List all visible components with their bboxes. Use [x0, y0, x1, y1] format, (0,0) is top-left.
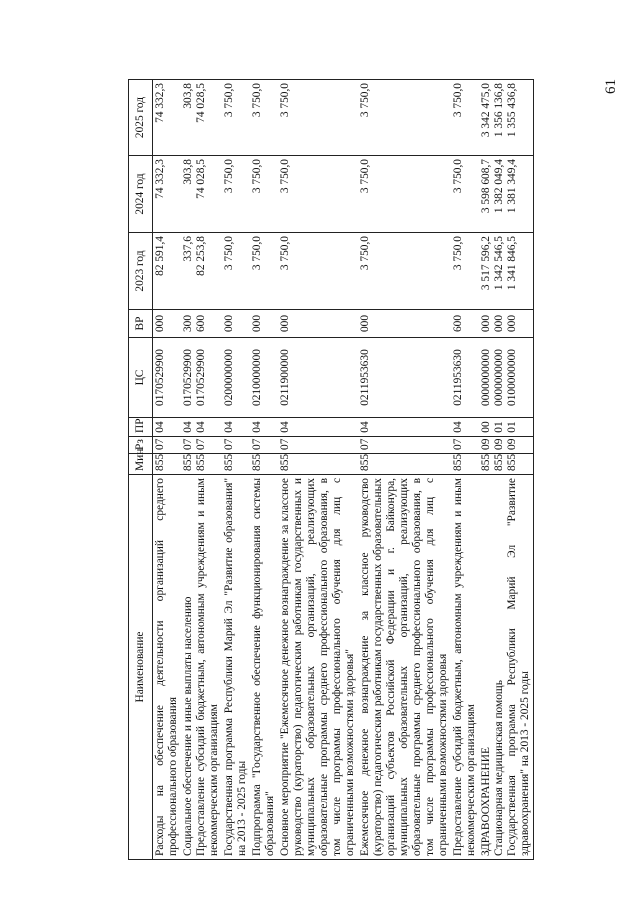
cell-vr-value: 600	[452, 314, 464, 333]
cell-2024	[278, 156, 358, 233]
cell-pr	[451, 418, 479, 437]
cell-cs-value: 0211953630	[359, 349, 371, 406]
cell-rz	[278, 437, 358, 454]
cell-vr	[451, 310, 479, 338]
cell-2023	[358, 233, 451, 310]
cell-cs-value: 0170529900	[154, 349, 166, 406]
cell-rz-value: 07	[279, 438, 291, 450]
cell-2024	[358, 156, 451, 233]
cell-cs-value: 0210000000	[251, 349, 263, 406]
cell-min-value: 855	[251, 453, 263, 471]
cell-2025-value: 3 750,0	[223, 83, 235, 118]
table-row	[250, 80, 278, 860]
cell-2024	[479, 156, 534, 233]
cell-2023	[153, 233, 182, 310]
cell-2025	[451, 80, 479, 156]
cell-vr-value: 000	[359, 314, 371, 333]
cell-cs	[222, 338, 250, 418]
cell-name	[451, 475, 479, 860]
cell-2025	[358, 80, 451, 156]
cell-rz-value: 07	[251, 438, 263, 450]
cell-2024-value: 3 750,0	[279, 159, 291, 194]
cell-2024	[181, 156, 222, 233]
cell-cs	[451, 338, 479, 418]
col-header: ВР	[129, 310, 153, 338]
cell-2025	[181, 80, 222, 156]
cell-min-value: 855	[493, 453, 505, 471]
cell-min	[222, 454, 250, 475]
cell-2025	[222, 80, 250, 156]
cell-vr-value: 000	[279, 314, 291, 333]
cell-2024-value: 3 750,0	[452, 159, 464, 194]
cell-pr-value: 04	[279, 421, 291, 433]
cell-rz	[479, 437, 534, 454]
cell-min-value: 855	[182, 453, 194, 471]
cell-2023-value: 3 517 596,2	[480, 236, 492, 291]
cell-name-text: Ежемесячное денежное вознаграждение за классное руководство (кураторство) педагогическим работникам государственных образовательных организаций субъектов Российской Федерации и г. Байконура, муниципальных образовательных организаций, реализующих образовательные программы среднего профессионального образования, в том числе программы профессионального обучения для лиц с ограниченными возможностями здоровья	[359, 478, 449, 856]
cell-vr-value: 600	[195, 314, 207, 333]
cell-name-text: Социальное обеспечение и иные выплаты населению	[182, 596, 194, 856]
cell-vr-value: 000	[480, 314, 492, 333]
cell-rz	[451, 437, 479, 454]
cell-2025-value: 3 750,0	[251, 83, 263, 118]
table-row	[181, 80, 222, 860]
cell-name-text: ЗДРАВООХРАНЕНИЕ	[480, 747, 492, 856]
cell-2023-value: 1 341 846,5	[506, 236, 518, 291]
cell-name	[181, 475, 222, 860]
cell-2024-value: 74 028,5	[195, 159, 207, 199]
cell-pr	[222, 418, 250, 437]
cell-2023-value: 3 750,0	[251, 236, 263, 271]
cell-cs-value: 0000000000	[480, 349, 492, 406]
cell-rz	[181, 437, 222, 454]
cell-2024-value: 3 598 608,7	[480, 159, 492, 214]
cell-vr-value: 000	[506, 314, 518, 333]
cell-name-text: Государственная программа Республики Марий Эл "Развитие образования" на 2013 - 2025 годы	[223, 478, 248, 856]
cell-cs	[358, 338, 451, 418]
cell-name-text: Подпрограмма "Государственное обеспечение функционирования системы образования"	[251, 478, 276, 856]
cell-cs-value: 0000000000	[493, 349, 505, 406]
cell-pr-value: 01	[493, 421, 505, 433]
cell-2024	[451, 156, 479, 233]
cell-vr-value: 000	[223, 314, 235, 333]
cell-2025	[250, 80, 278, 156]
table-header	[129, 80, 153, 860]
cell-rz-value: 07	[182, 438, 194, 450]
col-header: 2025 год	[129, 80, 153, 156]
cell-2023-value: 337,6	[182, 236, 194, 262]
table-row	[479, 80, 534, 860]
cell-2023-value: 82 253,8	[195, 236, 207, 276]
cell-pr-value: 04	[359, 421, 371, 433]
cell-min	[451, 454, 479, 475]
cell-rz	[153, 437, 182, 454]
cell-name-text: Государственная программа Республики Марий Эл "Развитие здравоохранения" на 2013 - 2025 годы	[506, 478, 531, 856]
table-row	[451, 80, 479, 860]
cell-name	[222, 475, 250, 860]
cell-2025	[479, 80, 534, 156]
cell-pr-value: 01	[506, 421, 518, 433]
cell-cs	[181, 338, 222, 418]
cell-2024-value: 3 750,0	[359, 159, 371, 194]
cell-name-text: Основное мероприятие "Ежемесячное денежное вознаграждение за классное руководство (кураторство) педагогическим работникам государственных и муниципальных образовательных организаций, реализующих образовательные программы среднего профессионального образования, в том числе программы профессионального обучения для лиц с ограниченными возможностями здоровья"	[279, 478, 356, 856]
cell-pr	[250, 418, 278, 437]
cell-cs	[479, 338, 534, 418]
cell-2025-value: 74 332,3	[154, 83, 166, 123]
col-header: Наименование	[129, 475, 153, 860]
cell-rz	[358, 437, 451, 454]
cell-name-text: Расходы на обеспечение деятельности организаций среднего профессионального образования	[154, 478, 179, 856]
cell-2023-value: 3 750,0	[452, 236, 464, 271]
cell-name	[479, 475, 534, 860]
cell-rz-value: 09	[493, 438, 505, 450]
cell-name-text: Стационарная медицинская помощь	[493, 680, 505, 856]
cell-min-value: 855	[506, 453, 518, 471]
cell-cs	[278, 338, 358, 418]
cell-min	[153, 454, 182, 475]
cell-2023	[451, 233, 479, 310]
table-body	[153, 80, 534, 860]
cell-2025	[278, 80, 358, 156]
cell-name-text: Предоставление субсидий бюджетным, автономным учреждениям и иным некоммерческим организациям	[452, 478, 477, 856]
cell-rz-value: 07	[452, 438, 464, 450]
cell-name	[153, 475, 182, 860]
cell-min-value: 855	[154, 453, 166, 471]
cell-min-value: 855	[359, 453, 371, 471]
cell-vr-value: 000	[493, 314, 505, 333]
col-header: Мин	[129, 454, 153, 475]
cell-vr-value: 300	[182, 314, 194, 333]
col-header: 2023 год	[129, 233, 153, 310]
cell-2025-value: 3 750,0	[279, 83, 291, 118]
cell-cs	[153, 338, 182, 418]
col-header: ПР	[129, 418, 153, 437]
cell-2025	[153, 80, 182, 156]
cell-2024-value: 1 381 349,4	[506, 159, 518, 214]
cell-min	[278, 454, 358, 475]
cell-min	[250, 454, 278, 475]
cell-min-value: 855	[279, 453, 291, 471]
cell-2024-value: 1 382 049,4	[493, 159, 505, 214]
table-row	[278, 80, 358, 860]
col-header: Рз	[129, 437, 153, 454]
table-row	[358, 80, 451, 860]
cell-rz-value: 09	[506, 438, 518, 450]
cell-2025-value: 1 356 136,8	[493, 83, 505, 138]
cell-pr	[181, 418, 222, 437]
cell-vr	[358, 310, 451, 338]
cell-pr-value: 04	[452, 421, 464, 433]
table-row	[222, 80, 250, 860]
cell-2024	[222, 156, 250, 233]
budget-table	[128, 79, 534, 860]
cell-vr-value: 000	[154, 314, 166, 333]
cell-2025-value: 74 028,5	[195, 83, 207, 123]
cell-rz-value: 09	[480, 438, 492, 450]
cell-min	[358, 454, 451, 475]
cell-cs-value: 0211900000	[279, 349, 291, 406]
cell-min-value: 855	[223, 453, 235, 471]
cell-cs-value: 0200000000	[223, 349, 235, 406]
cell-rz-value: 07	[195, 438, 207, 450]
cell-2025-value: 3 750,0	[452, 83, 464, 118]
cell-2023	[479, 233, 534, 310]
cell-vr	[479, 310, 534, 338]
cell-vr	[181, 310, 222, 338]
cell-name-text: Предоставление субсидий бюджетным, автономным учреждениям и иным некоммерческим организациям	[195, 478, 220, 856]
cell-2024-value: 74 332,3	[154, 159, 166, 199]
cell-rz	[250, 437, 278, 454]
cell-2023-value: 3 750,0	[359, 236, 371, 271]
cell-pr	[358, 418, 451, 437]
cell-name	[358, 475, 451, 860]
cell-2025-value: 3 342 475,0	[480, 83, 492, 138]
cell-vr-value: 000	[251, 314, 263, 333]
cell-name	[278, 475, 358, 860]
cell-min	[181, 454, 222, 475]
cell-pr	[479, 418, 534, 437]
cell-2023-value: 3 750,0	[223, 236, 235, 271]
cell-pr	[153, 418, 182, 437]
cell-2023-value: 82 591,4	[154, 236, 166, 276]
cell-2023	[278, 233, 358, 310]
cell-2023-value: 3 750,0	[279, 236, 291, 271]
cell-2023-value: 1 342 546,5	[493, 236, 505, 291]
cell-vr	[153, 310, 182, 338]
cell-min	[479, 454, 534, 475]
cell-pr-value: 04	[223, 421, 235, 433]
cell-pr-value: 04	[195, 421, 207, 433]
col-header: 2024 год	[129, 156, 153, 233]
cell-2024-value: 303,8	[182, 159, 194, 185]
cell-min-value: 855	[480, 453, 492, 471]
cell-2025-value: 3 750,0	[359, 83, 371, 118]
cell-rz-value: 07	[359, 438, 371, 450]
cell-cs-value: 0100000000	[506, 349, 518, 406]
cell-rz-value: 07	[223, 438, 235, 450]
cell-2023	[222, 233, 250, 310]
col-header: ЦС	[129, 338, 153, 418]
cell-2024	[250, 156, 278, 233]
cell-2023	[181, 233, 222, 310]
cell-vr	[250, 310, 278, 338]
page-number: 61	[603, 79, 619, 94]
cell-min-value: 855	[452, 453, 464, 471]
cell-2025-value: 1 355 436,8	[506, 83, 518, 138]
cell-2024	[153, 156, 182, 233]
cell-rz	[222, 437, 250, 454]
cell-pr-value: 00	[480, 421, 492, 433]
cell-cs-value: 0170529900	[182, 349, 194, 406]
cell-min-value: 855	[195, 453, 207, 471]
cell-cs-value: 0170529900	[195, 349, 207, 406]
cell-name	[250, 475, 278, 860]
cell-cs	[250, 338, 278, 418]
cell-2024-value: 3 750,0	[223, 159, 235, 194]
cell-cs-value: 0211953630	[452, 349, 464, 406]
cell-2024-value: 3 750,0	[251, 159, 263, 194]
cell-pr-value: 04	[154, 421, 166, 433]
cell-pr-value: 04	[182, 421, 194, 433]
cell-2023	[250, 233, 278, 310]
cell-pr	[278, 418, 358, 437]
table-row	[153, 80, 182, 860]
rotated-page	[128, 80, 560, 860]
cell-rz-value: 07	[154, 438, 166, 450]
cell-pr-value: 04	[251, 421, 263, 433]
cell-vr	[222, 310, 250, 338]
cell-2025-value: 303,8	[182, 83, 194, 109]
cell-vr	[278, 310, 358, 338]
